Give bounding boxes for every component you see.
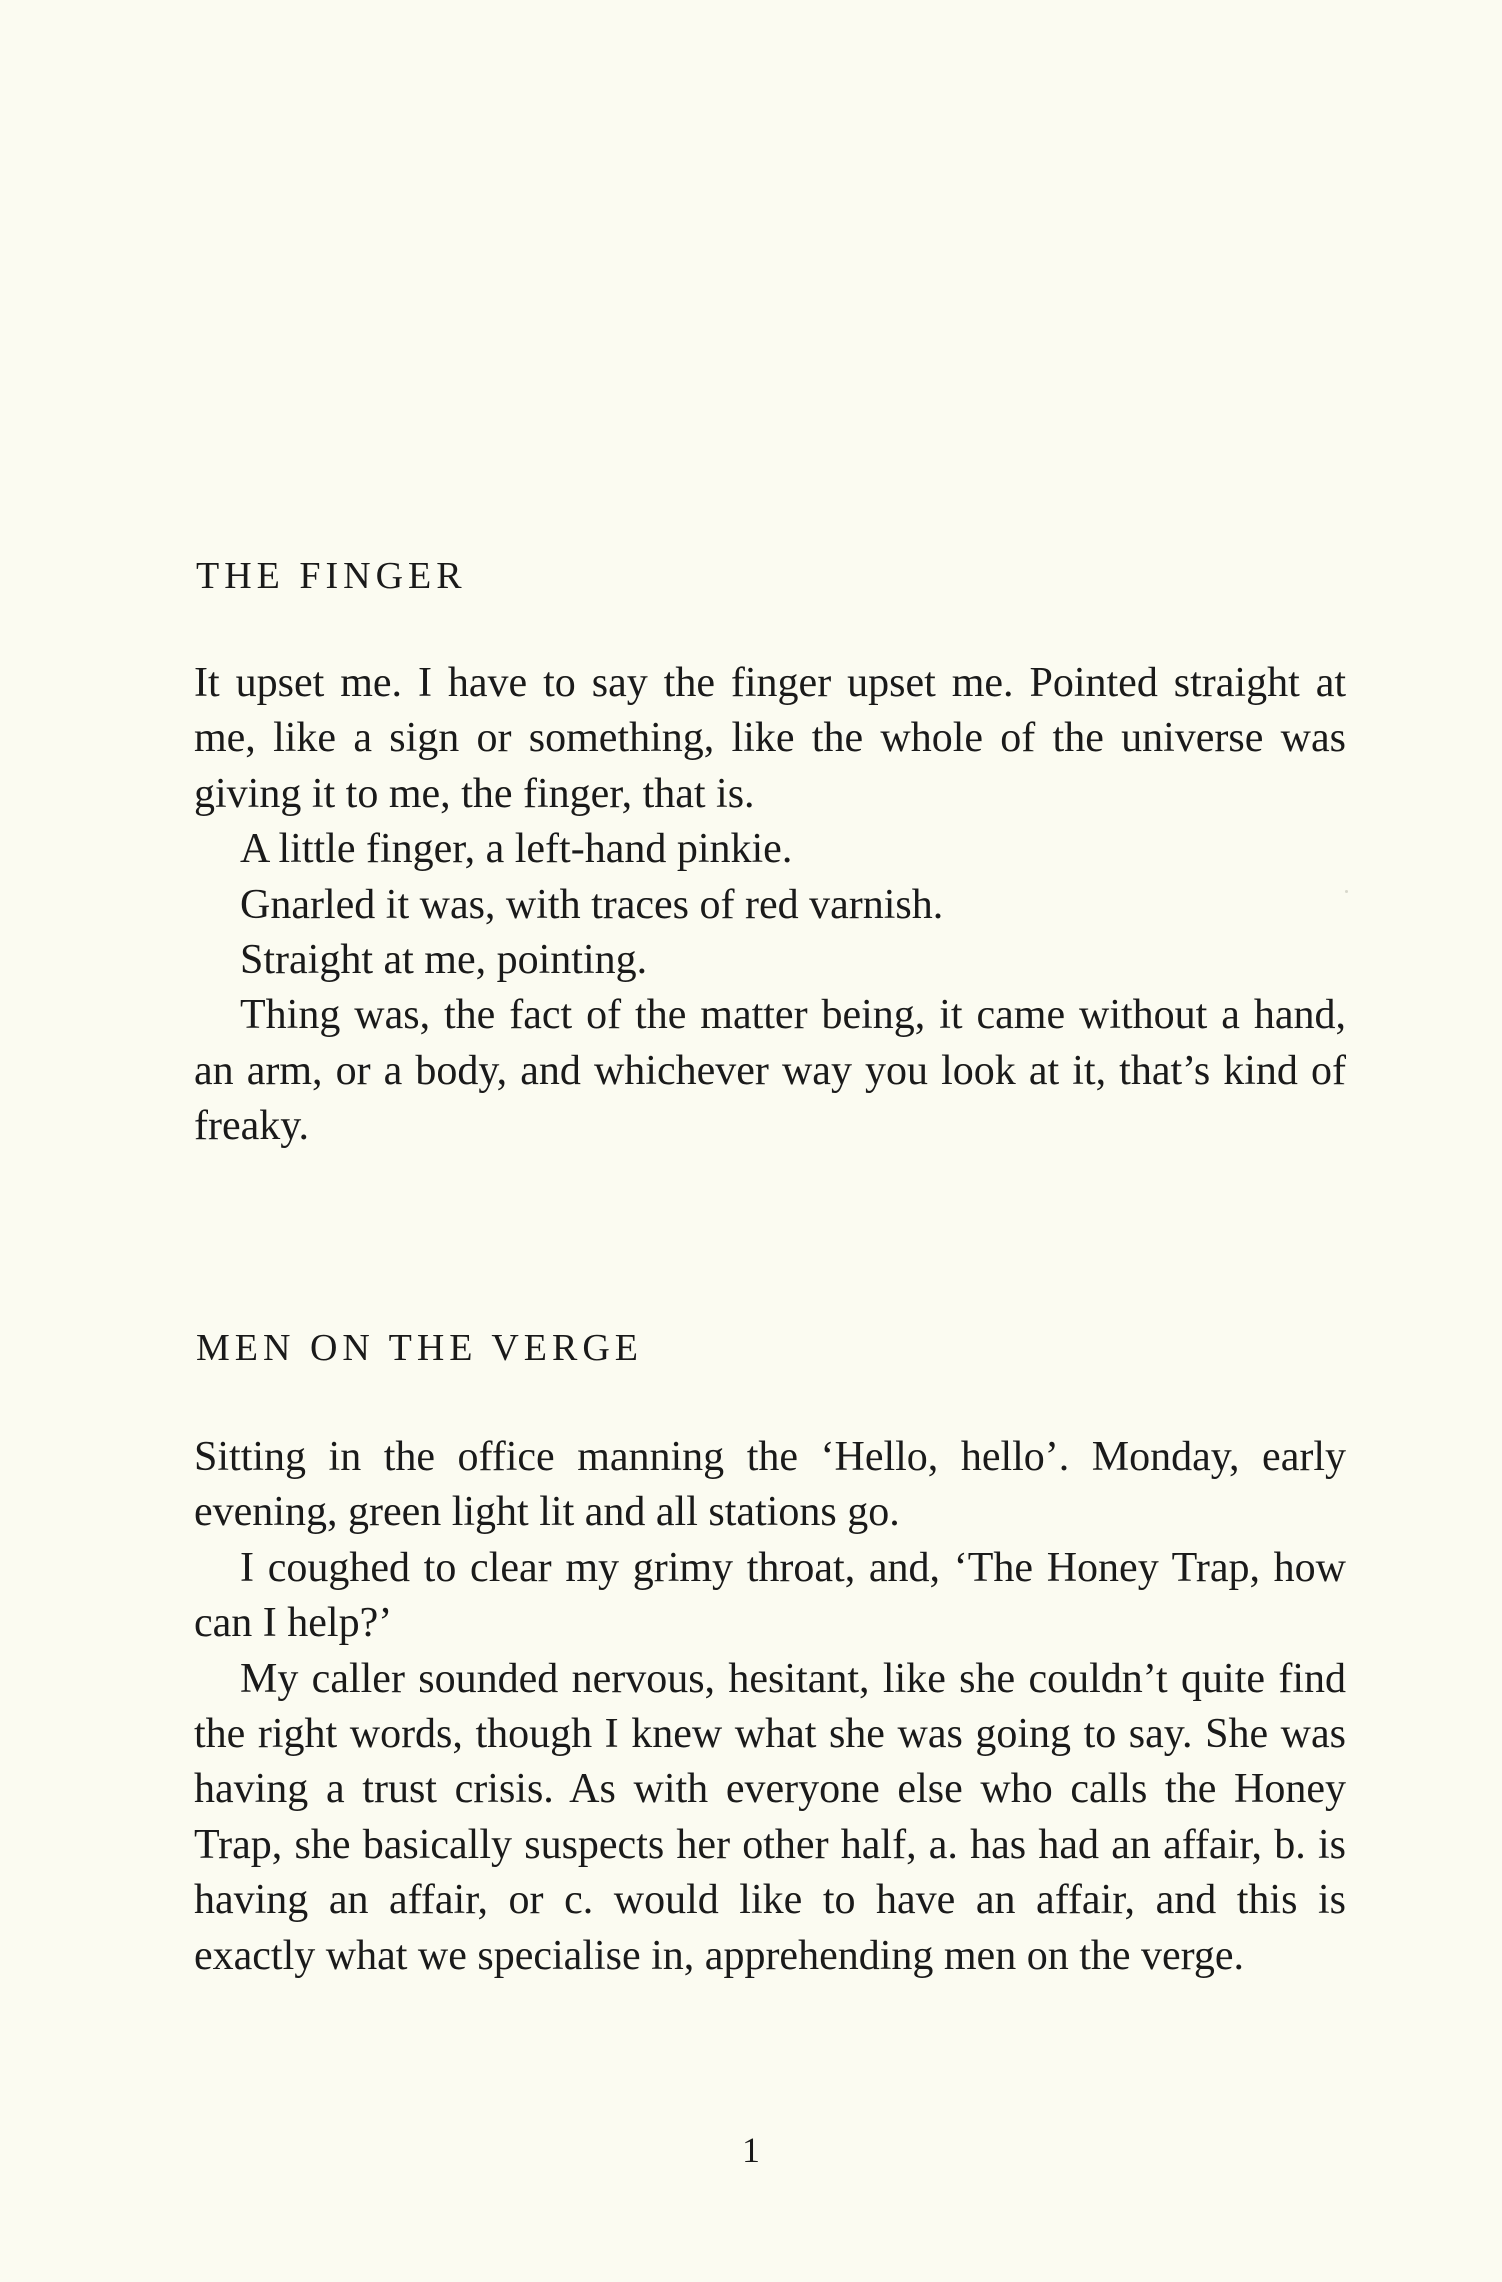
page-number: 1 — [742, 2130, 760, 2170]
section-body-men-on-the-verge — [194, 1430, 1346, 1984]
paragraph: Straight at me, pointing. — [240, 937, 648, 984]
section-heading-men-on-the-verge: MEN ON THE VERGE — [196, 1327, 643, 1369]
paragraph: Thing was, the fact of the matter being, it came without a hand, an arm, or a body, and whichever way you look at it, that’s kind of freaky. — [194, 992, 1346, 1150]
paragraph: Sitting in the office manning the ‘Hello, hello’. Monday, early evening, green light lit and all stations go. — [194, 1434, 1346, 1536]
paragraph: My caller sounded nervous, hesitant, like she couldn’t quite find the right words, though I knew what she was going to say. She was having a trust crisis. As with everyone else who calls the Honey Trap, she basically suspects her other half, a. has had an affair, b. is having an affair, or c. would like to have an affair, and this is exactly what we specialise in, apprehending men on the verge. — [194, 1655, 1346, 1979]
paragraph: Gnarled it was, with traces of red varnish. — [240, 881, 944, 928]
paragraph: I coughed to clear my grimy throat, and, ‘The Honey Trap, how can I help?’ — [194, 1544, 1346, 1647]
section-body-the-finger — [194, 656, 1346, 1155]
section-heading-the-finger: THE FINGER — [196, 555, 467, 597]
paragraph: It upset me. I have to say the finger upset me. Pointed straight at me, like a sign or something, like the whole of the universe was giving it to me, the finger, that is. — [194, 660, 1346, 817]
paragraph: A little finger, a left-hand pinkie. — [240, 826, 793, 873]
